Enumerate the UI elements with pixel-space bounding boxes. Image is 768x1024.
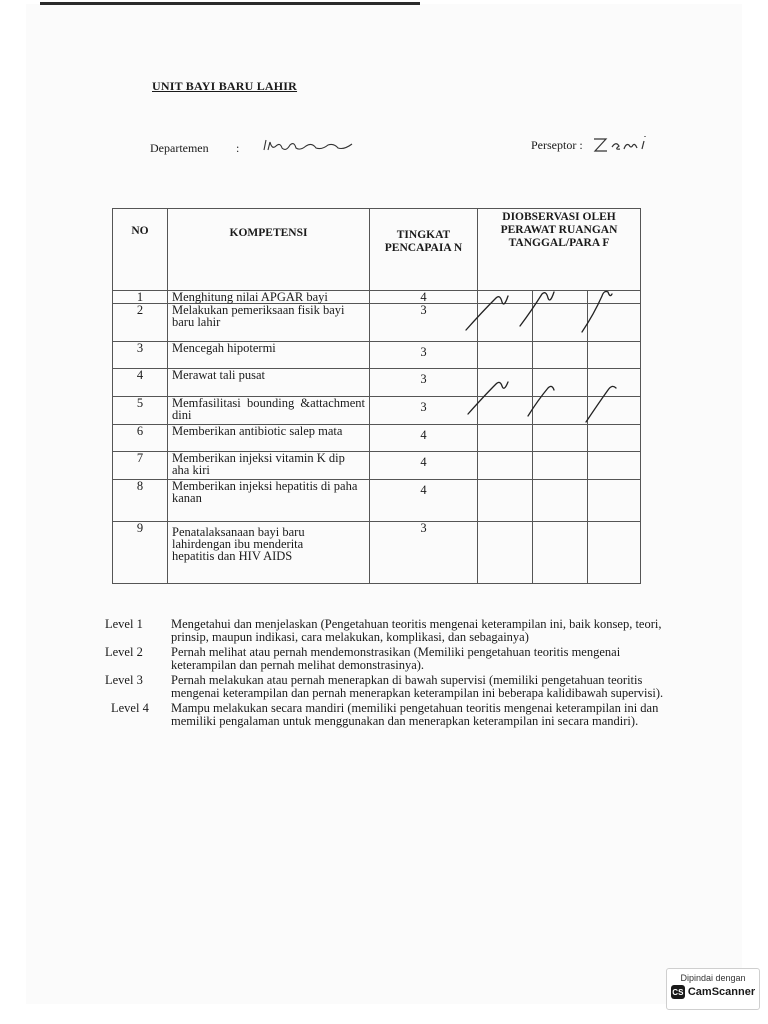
camscanner-logo-icon: CS — [671, 985, 685, 999]
paraf-cell — [588, 425, 641, 452]
perseptor-signature-icon — [592, 133, 656, 155]
paraf-cell — [533, 369, 588, 397]
level-item — [105, 674, 665, 699]
row-level: 3 — [370, 369, 478, 397]
departemen-label: Departemen — [150, 141, 209, 155]
row-kompetensi: Memberikan injeksi vitamin K dip aha kiri — [168, 452, 370, 480]
camscanner-brand — [667, 985, 759, 999]
table-row — [113, 425, 641, 452]
document-title: UNIT BAYI BARU LAHIR — [152, 79, 298, 93]
row-no: 7 — [113, 452, 168, 480]
level-description: Mampu melakukan secara mandiri (memiliki pengetahuan teoritis mengenai keterampilan ini dan memiliki pengalaman untuk menggunakan dan menerapkan keterampilan ini secara mandiri). — [171, 701, 659, 728]
paraf-cell — [533, 397, 588, 425]
competency-table — [112, 208, 641, 584]
paraf-cell — [478, 480, 533, 522]
paraf-cell — [588, 480, 641, 522]
row-kompetensi: Penatalaksanaan bayi baru lahirdengan ibu menderita hepatitis dan HIV AIDS — [168, 522, 370, 584]
row-no: 3 — [113, 342, 168, 369]
paraf-cell — [588, 291, 641, 304]
paraf-cell — [588, 304, 641, 342]
table-row — [113, 342, 641, 369]
table-header-row — [113, 209, 641, 291]
paraf-cell — [478, 342, 533, 369]
row-no: 8 — [113, 480, 168, 522]
paraf-cell — [478, 452, 533, 480]
scanned-with-text: Dipindai dengan — [680, 973, 746, 983]
level-name: Level 1 — [105, 617, 143, 631]
table-row — [113, 522, 641, 584]
row-kompetensi: Memberikan antibiotic salep mata — [168, 425, 370, 452]
paraf-cell — [588, 342, 641, 369]
paraf-cell — [478, 304, 533, 342]
row-level: 4 — [370, 291, 478, 304]
level-legend — [105, 618, 665, 730]
table-row — [113, 304, 641, 342]
paraf-cell — [533, 304, 588, 342]
level-name: Level 3 — [105, 673, 143, 687]
perseptor-label: Perseptor : — [531, 138, 583, 152]
row-level: 3 — [370, 342, 478, 369]
paraf-cell — [478, 369, 533, 397]
row-no: 6 — [113, 425, 168, 452]
header-kompetensi: KOMPETENSI — [168, 209, 370, 291]
row-level: 3 — [370, 397, 478, 425]
row-no: 1 — [113, 291, 168, 304]
level-name: Level 4 — [111, 701, 149, 715]
table-row — [113, 480, 641, 522]
row-kompetensi: Memfasilitasi bounding &attachment dini — [168, 397, 370, 425]
level-item — [105, 646, 665, 671]
camscanner-name: CamScanner — [687, 986, 756, 998]
paraf-cell — [478, 522, 533, 584]
departemen-colon: : — [236, 141, 240, 155]
row-level: 4 — [370, 480, 478, 522]
paraf-cell — [533, 522, 588, 584]
paraf-cell — [588, 522, 641, 584]
row-level: 3 — [370, 522, 478, 584]
camscanner-badge — [666, 968, 760, 1010]
paraf-cell — [533, 452, 588, 480]
level-description: Mengetahui dan menjelaskan (Pengetahuan teoritis mengenai keterampilan ini, baik konsep, teori, prinsip, maupun indikasi, cara melakukan, komplikasi, dan sebagainya) — [171, 617, 662, 644]
row-kompetensi: Mencegah hipotermi — [168, 342, 370, 369]
paraf-cell — [533, 342, 588, 369]
row-level: 4 — [370, 425, 478, 452]
row-level: 4 — [370, 452, 478, 480]
table-row — [113, 397, 641, 425]
row-kompetensi: Memberikan injeksi hepatitis di paha kanan — [168, 480, 370, 522]
paraf-cell — [478, 397, 533, 425]
top-border-line — [40, 2, 420, 5]
table-row — [113, 369, 641, 397]
paraf-cell — [588, 369, 641, 397]
level-item — [105, 618, 665, 643]
table-row — [113, 452, 641, 480]
row-no: 5 — [113, 397, 168, 425]
row-kompetensi: Merawat tali pusat — [168, 369, 370, 397]
level-description: Pernah melakukan atau pernah menerapkan di bawah supervisi (memiliki pengetahuan teoritis mengenai keterampilan dan pernah menerapkan keterampilan ini beberapa kalidibawah supervisi). — [171, 673, 664, 700]
row-kompetensi: Melakukan pemeriksaan fisik bayi baru lahir — [168, 304, 370, 342]
row-no: 4 — [113, 369, 168, 397]
row-kompetensi: Menghitung nilai APGAR bayi — [168, 291, 370, 304]
header-tingkat: TINGKAT PENCAPAIA N — [370, 209, 478, 291]
paraf-cell — [478, 291, 533, 304]
paraf-cell — [533, 291, 588, 304]
header-no: NO — [113, 209, 168, 291]
table-row — [113, 291, 641, 304]
header-diobservasi: DIOBSERVASI OLEH PERAWAT RUANGAN TANGGAL/PARA F — [478, 209, 641, 291]
paraf-cell — [588, 397, 641, 425]
level-description: Pernah melihat atau pernah mendemonstrasikan (Memiliki pengetahuan teoritis mengenai keterampilan dan pernah melihat demonstrasinya). — [171, 645, 621, 672]
level-item — [105, 702, 665, 727]
departemen-signature-icon — [262, 136, 358, 156]
row-level: 3 — [370, 304, 478, 342]
paraf-cell — [588, 452, 641, 480]
paraf-cell — [478, 425, 533, 452]
row-no: 9 — [113, 522, 168, 584]
level-name: Level 2 — [105, 645, 143, 659]
row-no: 2 — [113, 304, 168, 342]
paraf-cell — [533, 480, 588, 522]
paraf-cell — [533, 425, 588, 452]
